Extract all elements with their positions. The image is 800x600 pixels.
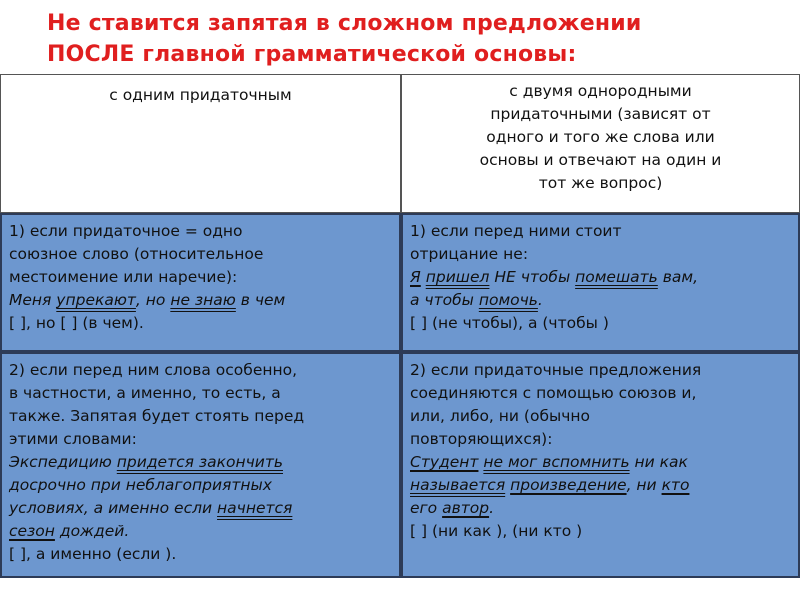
example-text: дождей. xyxy=(54,522,130,540)
predicate-underline: не мог вспомнить xyxy=(483,453,630,471)
rule-line: 2) если перед ним слова особенно, xyxy=(9,361,298,379)
rule-line: повторяющихся): xyxy=(410,430,553,448)
header-right-line: одного и того же слова или xyxy=(486,128,715,146)
row2-left-cell xyxy=(0,352,401,578)
rule-line: отрицание не: xyxy=(410,245,529,263)
example-text: ни как xyxy=(629,453,688,471)
rules-table xyxy=(0,74,800,578)
scheme-line: [ ], а именно (если ). xyxy=(9,545,177,563)
rule-line: 1) если придаточное = одно xyxy=(9,222,243,240)
rule-line: также. Запятая будет стоять перед xyxy=(9,407,305,425)
header-right-line: основы и отвечают на один и xyxy=(479,151,722,169)
rule-line: или, либо, ни (обычно xyxy=(410,407,591,425)
page-title xyxy=(47,8,787,70)
predicate-underline: помешать xyxy=(575,268,658,286)
example-text: а чтобы xyxy=(410,291,479,309)
example-line xyxy=(9,520,391,543)
subject-underline: автор xyxy=(442,499,490,517)
header-right-line: придаточными (зависят от xyxy=(490,105,711,123)
example-text: условиях, а именно если xyxy=(9,499,218,517)
subject-underline: произведение xyxy=(510,476,627,494)
predicate-underline: называется xyxy=(410,476,506,494)
example-line xyxy=(410,266,790,289)
example-line xyxy=(9,497,391,520)
rule-line: соединяются с помощью союзов и, xyxy=(410,384,697,402)
header-left xyxy=(0,74,401,213)
predicate-underline: не знаю xyxy=(170,291,236,309)
scheme-line: [ ], но [ ] (в чем). xyxy=(9,314,144,332)
rule-line: 1) если перед ними стоит xyxy=(410,222,622,240)
predicate-underline: начнется xyxy=(217,499,293,517)
example-text: . xyxy=(489,499,495,517)
example-text: в чем xyxy=(235,291,286,309)
example-line xyxy=(410,497,790,520)
row1-right-cell xyxy=(401,213,800,352)
predicate-underline: помочь xyxy=(478,291,538,309)
rule-line: местоимение или наречие): xyxy=(9,268,238,286)
title-line-2: ПОСЛЕ главной грамматической основы: xyxy=(47,42,577,67)
title-line-1: Не ставится запятая в сложном предложении xyxy=(47,11,642,36)
example-line xyxy=(410,474,790,497)
example-text: , но xyxy=(135,291,171,309)
subject-underline: сезон xyxy=(9,522,55,540)
header-right-line: тот же вопрос) xyxy=(538,174,663,192)
header-left-text: с одним придаточным xyxy=(109,86,292,104)
header-right-line: с двумя однородными xyxy=(509,82,692,100)
example-text: Меня xyxy=(9,291,57,309)
example-text: , ни xyxy=(626,476,662,494)
scheme-line: [ ] (ни как ), (ни кто ) xyxy=(410,522,583,540)
example-line xyxy=(9,451,391,474)
subject-underline: кто xyxy=(661,476,690,494)
subject-underline: Я xyxy=(410,268,421,286)
header-right xyxy=(401,74,800,213)
example-text: вам, xyxy=(662,268,699,286)
example-line: досрочно при неблагоприятных xyxy=(9,476,272,494)
example-text: Экспедицию xyxy=(9,453,117,471)
row1-left-cell xyxy=(0,213,401,352)
row2-right-cell xyxy=(401,352,800,578)
predicate-underline: пришел xyxy=(425,268,490,286)
predicate-underline: упрекают xyxy=(56,291,136,309)
example-line xyxy=(410,451,790,474)
scheme-line: [ ] (не чтобы), а (чтобы ) xyxy=(410,314,609,332)
rule-line: в частности, а именно, то есть, а xyxy=(9,384,281,402)
subject-underline: Студент xyxy=(410,453,479,471)
example-text: НЕ чтобы xyxy=(494,268,571,286)
example-line xyxy=(410,289,790,312)
rule-line: союзное слово (относительное xyxy=(9,245,264,263)
example-text: его xyxy=(410,499,443,517)
example-line xyxy=(9,289,391,312)
rule-line: этими словами: xyxy=(9,430,137,448)
predicate-underline: придется закончить xyxy=(116,453,283,471)
rule-line: 2) если придаточные предложения xyxy=(410,361,702,379)
example-text: . xyxy=(537,291,543,309)
